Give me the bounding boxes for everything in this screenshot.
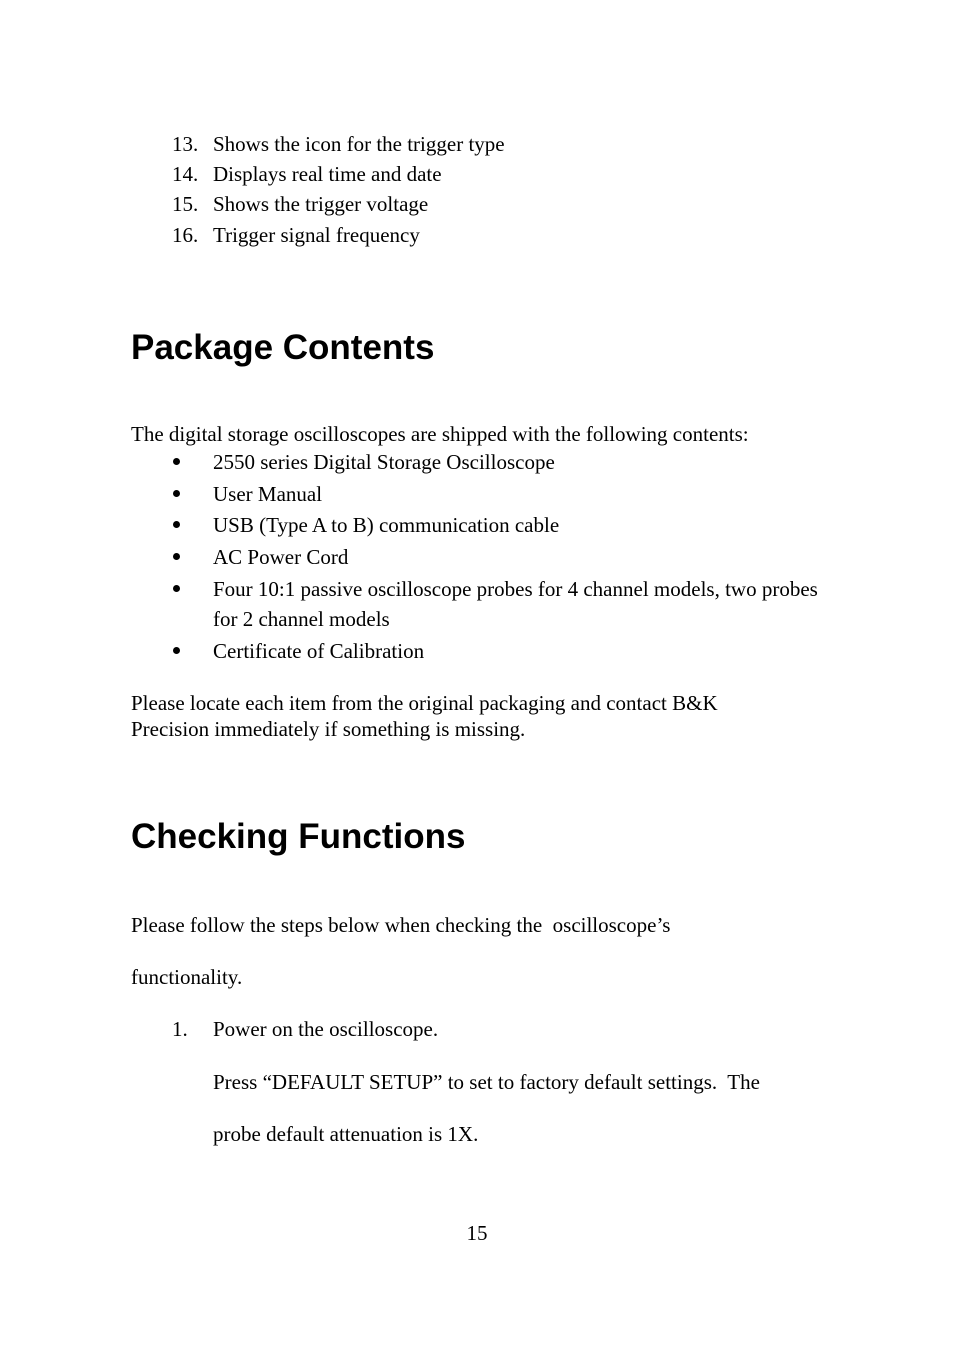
bullet-icon [173, 647, 180, 654]
package-item-text: Certificate of Calibration [213, 639, 425, 663]
list-item-number: 13. [172, 132, 199, 156]
package-contents-heading: Package Contents [131, 328, 435, 367]
list-item-text: Shows the trigger voltage [213, 192, 429, 216]
list-item-number: 15. [172, 192, 199, 216]
list-item [0, 161, 954, 191]
step-item [0, 1016, 954, 1046]
list-item-number: 14. [172, 162, 199, 186]
package-contents-note-line-2: Precision immediately if something is missing. [131, 717, 526, 741]
bullet-icon [173, 521, 180, 528]
list-item [0, 131, 954, 161]
list-item-text: Shows the icon for the trigger type [213, 132, 505, 156]
step-number: 1. [172, 1017, 188, 1041]
package-item-text: User Manual [213, 482, 323, 506]
bullet-icon [173, 585, 180, 592]
checking-functions-intro-line-2: functionality. [131, 965, 243, 989]
checking-functions-heading: Checking Functions [131, 817, 466, 856]
list-item-text: Displays real time and date [213, 162, 442, 186]
package-item-text: USB (Type A to B) communication cable [213, 513, 560, 537]
package-contents-note-line-1: Please locate each item from the original packaging and contact B&K [131, 691, 718, 715]
bullet-icon [173, 458, 180, 465]
package-contents-intro: The digital storage oscilloscopes are shipped with the following contents: [131, 422, 749, 446]
bullet-icon [173, 553, 180, 560]
package-item-text: AC Power Cord [213, 545, 349, 569]
page-number: 15 [466, 1221, 488, 1245]
package-item-text: 2550 series Digital Storage Oscilloscope [213, 450, 555, 474]
list-item-text: Trigger signal frequency [213, 223, 420, 247]
checking-functions-intro-line-1: Please follow the steps below when checking the oscilloscope’s [131, 913, 671, 937]
step-detail-line-2: probe default attenuation is 1X. [213, 1122, 479, 1146]
package-item-text: Four 10:1 passive oscilloscope probes for 4 channel models, two probes for 2 channel models [213, 577, 818, 631]
step-text: Power on the oscilloscope. [213, 1017, 439, 1041]
bullet-icon [173, 490, 180, 497]
list-item-number: 16. [172, 223, 199, 247]
step-detail-line-1: Press “DEFAULT SETUP” to set to factory default settings. The [213, 1070, 760, 1094]
list-item [0, 191, 954, 221]
list-item [0, 222, 954, 252]
